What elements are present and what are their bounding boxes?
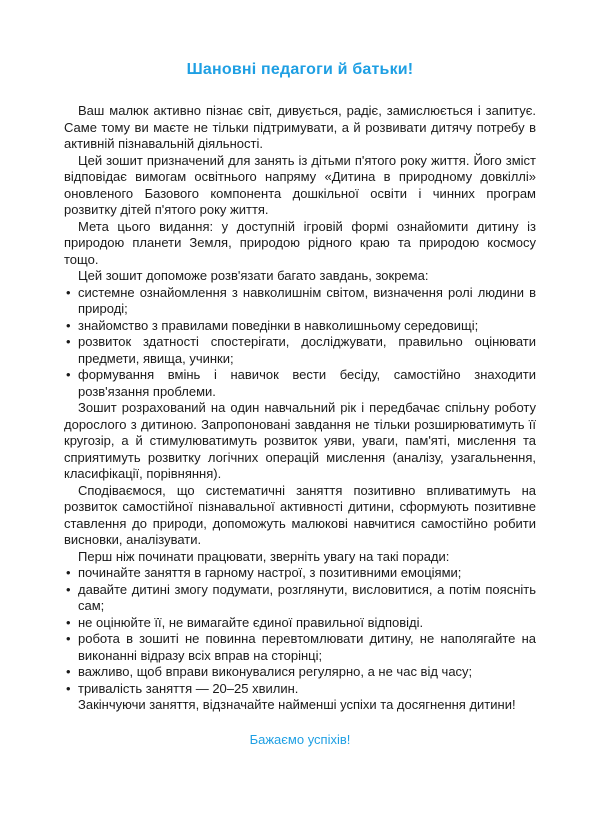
tasks-list (64, 285, 536, 401)
paragraph-purpose: Цей зошит призначений для занять із дітьми п'ятого року життя. Його зміст відповідає вимогам освітнього напряму «Дитина в природному довкіллі» оновленого Базового компонента дошкільної освіти і чинних програм розвитку дітей п'ятого року життя. (64, 152, 536, 217)
paragraph-duration: Зошит розрахований на один навчальний рік і передбачає спільну роботу дорослого з дитиною. Запропоновані завдання не тільки розширюватимуть її кругозір, а й стимулюватимуть розвиток уяви, уваги, пам'яті, мислення та сприятимуть розвитку логічних операцій мислення (аналізу, узагальнення, класифікації, порівняння). (64, 400, 536, 481)
paragraph-tips-lead: Перш ніж починати працювати, зверніть увагу на такі поради: (78, 548, 450, 564)
paragraph-tasks-lead: Цей зошит допоможе розв'язати багато завдань, зокрема: (78, 268, 429, 283)
bullet-icon: • (66, 631, 71, 646)
list-item: • починайте заняття в гарному настрої, з позитивними емоціями; (66, 565, 462, 580)
bullet-icon: • (66, 317, 71, 333)
bullet-icon: • (66, 565, 71, 580)
closing-wish: Бажаємо успіхів! (249, 731, 351, 747)
list-item: • не оцінюйте її, не вимагайте єдиної правильної відповіді. (66, 614, 424, 630)
tips-list (64, 565, 536, 697)
bullet-icon: • (66, 614, 71, 630)
bullet-icon: • (66, 367, 71, 382)
bullet-icon: • (66, 581, 71, 597)
bullet-icon: • (66, 680, 71, 696)
paragraph-finishing: Закінчуючи заняття, відзначайте найменші успіхи та досягнення дитини! (78, 697, 516, 712)
bullet-icon: • (66, 334, 71, 349)
list-item: • тривалість заняття — 20–25 хвилин. (66, 680, 299, 696)
bullet-icon: • (66, 664, 71, 679)
list-item: • формування вмінь і навичок вести бесіду, самостійно знаходити розв'язання проблеми. (66, 367, 536, 399)
bullet-icon: • (66, 284, 71, 300)
paragraph-goal: Мета цього видання: у доступній ігровій формі ознайомити дитину із природою планети Земля, природою рідного краю та природою космосу тощо. (64, 218, 536, 267)
page-title: Шановні педагоги й батьки! (186, 61, 414, 78)
list-item: • знайомство з правилами поведінки в навколишньому середовищі; (66, 317, 479, 333)
list-item: • робота в зошиті не повинна перевтомлювати дитину, не наполягайте на виконанні відразу всіх вправ на сторінці; (66, 631, 536, 663)
document-page (64, 60, 536, 748)
list-item: • давайте дитині змогу подумати, розглянути, висловитися, а потім поясніть сам; (66, 581, 536, 613)
list-item: • системне ознайомлення з навколишнім світом, визначення ролі людини в природі; (66, 284, 536, 316)
list-item: • важливо, щоб вправи виконувалися регулярно, а не час від часу; (66, 664, 473, 679)
paragraph-hope: Сподіваємося, що систематичні заняття позитивно впливатимуть на розвиток самостійної пізнавальної активності дитини, сформують позитивне ставлення до природи, допоможуть малюкові навчитися самостійно робити висновки, аналізувати. (64, 482, 536, 547)
list-item: • розвиток здатності спостерігати, досліджувати, правильно оцінювати предмети, явища, учинки; (66, 334, 536, 366)
paragraph-intro: Ваш малюк активно пізнає світ, дивується, радіє, замислюється і запитує. Саме тому ви маєте не тільки підтримувати, а й розвивати дитячу потребу в активній пізнавальній діяльності. (64, 103, 536, 151)
